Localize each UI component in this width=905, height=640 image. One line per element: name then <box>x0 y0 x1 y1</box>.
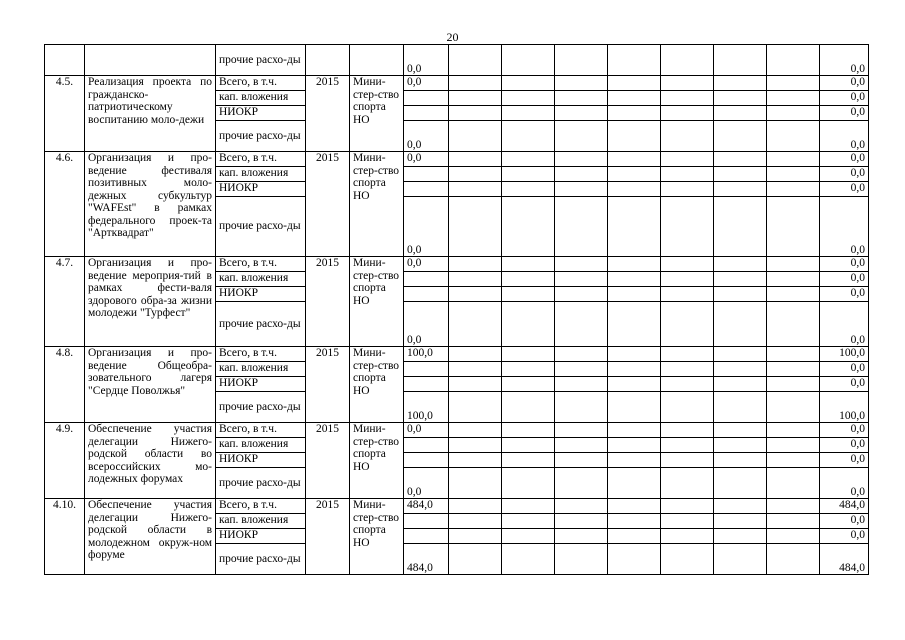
empty-cell <box>661 453 714 468</box>
empty-cell <box>714 453 767 468</box>
total-cell: 0,0 <box>820 423 869 438</box>
empty-cell <box>767 347 820 362</box>
empty-cell <box>449 197 502 257</box>
row-number: 4.9. <box>45 423 85 499</box>
empty-cell <box>555 257 608 272</box>
empty-cell <box>449 121 502 152</box>
funding-source: кап. вложения <box>216 91 306 106</box>
empty-cell <box>661 468 714 499</box>
empty-cell <box>661 257 714 272</box>
empty-cell <box>555 423 608 438</box>
empty-cell <box>608 272 661 287</box>
empty-cell <box>449 529 502 544</box>
amount-cell: 0,0 <box>404 45 449 76</box>
empty-cell <box>661 544 714 575</box>
empty-cell <box>449 514 502 529</box>
empty-cell <box>714 76 767 91</box>
empty-cell <box>502 499 555 514</box>
funding-source: прочие расхо-ды <box>216 45 306 76</box>
empty-cell <box>767 287 820 302</box>
activity-name: Обеспечение участия делегации Нижего-родской области в молодежном окруж-ном форуме <box>85 499 216 575</box>
empty-cell <box>502 347 555 362</box>
empty-cell <box>767 529 820 544</box>
amount-cell: 100,0 <box>404 392 449 423</box>
amount-cell: 0,0 <box>404 423 449 438</box>
row-number <box>45 45 85 76</box>
amount-cell <box>404 438 449 453</box>
funding-source: прочие расхо-ды <box>216 468 306 499</box>
empty-cell <box>608 45 661 76</box>
amount-cell <box>404 272 449 287</box>
empty-cell <box>449 438 502 453</box>
empty-cell <box>449 287 502 302</box>
amount-cell: 484,0 <box>404 499 449 514</box>
budget-table <box>44 44 869 575</box>
empty-cell <box>555 167 608 182</box>
empty-cell <box>555 121 608 152</box>
empty-cell <box>714 499 767 514</box>
total-cell: 0,0 <box>820 302 869 347</box>
empty-cell <box>767 499 820 514</box>
empty-cell <box>661 272 714 287</box>
empty-cell <box>714 45 767 76</box>
funding-source: кап. вложения <box>216 514 306 529</box>
total-cell: 0,0 <box>820 468 869 499</box>
empty-cell <box>502 45 555 76</box>
table-row <box>45 423 869 438</box>
empty-cell <box>767 106 820 121</box>
empty-cell <box>555 514 608 529</box>
amount-cell: 100,0 <box>404 347 449 362</box>
empty-cell <box>502 377 555 392</box>
amount-cell <box>404 167 449 182</box>
year <box>306 45 350 76</box>
empty-cell <box>608 514 661 529</box>
empty-cell <box>555 544 608 575</box>
funding-source: прочие расхо-ды <box>216 392 306 423</box>
executor: Мини-стер-ство спорта НО <box>350 423 404 499</box>
total-cell: 0,0 <box>820 197 869 257</box>
empty-cell <box>661 91 714 106</box>
empty-cell <box>502 76 555 91</box>
empty-cell <box>502 544 555 575</box>
empty-cell <box>608 347 661 362</box>
empty-cell <box>661 45 714 76</box>
amount-cell <box>404 453 449 468</box>
empty-cell <box>555 45 608 76</box>
executor: Мини-стер-ство спорта НО <box>350 499 404 575</box>
empty-cell <box>555 76 608 91</box>
total-cell: 484,0 <box>820 499 869 514</box>
executor: Мини-стер-ство спорта НО <box>350 152 404 257</box>
executor: Мини-стер-ство спорта НО <box>350 257 404 347</box>
empty-cell <box>502 121 555 152</box>
empty-cell <box>767 197 820 257</box>
total-cell: 0,0 <box>820 272 869 287</box>
empty-cell <box>661 106 714 121</box>
funding-source: кап. вложения <box>216 438 306 453</box>
year: 2015 <box>306 499 350 575</box>
table-row <box>45 152 869 167</box>
empty-cell <box>608 392 661 423</box>
empty-cell <box>661 377 714 392</box>
total-cell: 0,0 <box>820 362 869 377</box>
funding-source: прочие расхо-ды <box>216 121 306 152</box>
funding-source: НИОКР <box>216 182 306 197</box>
year: 2015 <box>306 76 350 152</box>
empty-cell <box>767 377 820 392</box>
empty-cell <box>449 362 502 377</box>
empty-cell <box>767 152 820 167</box>
empty-cell <box>714 347 767 362</box>
empty-cell <box>661 152 714 167</box>
empty-cell <box>767 514 820 529</box>
empty-cell <box>767 272 820 287</box>
empty-cell <box>714 272 767 287</box>
year: 2015 <box>306 257 350 347</box>
empty-cell <box>555 302 608 347</box>
empty-cell <box>714 392 767 423</box>
amount-cell: 0,0 <box>404 468 449 499</box>
empty-cell <box>714 197 767 257</box>
empty-cell <box>555 287 608 302</box>
empty-cell <box>661 76 714 91</box>
executor: Мини-стер-ство спорта НО <box>350 76 404 152</box>
empty-cell <box>608 287 661 302</box>
empty-cell <box>555 453 608 468</box>
empty-cell <box>449 272 502 287</box>
activity-name: Организация и про-ведение Общеобра-зовательного лагеря "Сердце Поволжья" <box>85 347 216 423</box>
total-cell: 484,0 <box>820 544 869 575</box>
empty-cell <box>502 514 555 529</box>
empty-cell <box>555 91 608 106</box>
empty-cell <box>767 45 820 76</box>
total-cell: 100,0 <box>820 347 869 362</box>
empty-cell <box>502 302 555 347</box>
amount-cell: 0,0 <box>404 121 449 152</box>
amount-cell <box>404 287 449 302</box>
activity-name <box>85 45 216 76</box>
total-cell: 0,0 <box>820 76 869 91</box>
amount-cell <box>404 529 449 544</box>
amount-cell: 0,0 <box>404 76 449 91</box>
empty-cell <box>449 302 502 347</box>
empty-cell <box>714 121 767 152</box>
total-cell: 0,0 <box>820 257 869 272</box>
empty-cell <box>502 468 555 499</box>
empty-cell <box>714 438 767 453</box>
total-cell: 0,0 <box>820 91 869 106</box>
year: 2015 <box>306 423 350 499</box>
empty-cell <box>449 468 502 499</box>
empty-cell <box>608 453 661 468</box>
empty-cell <box>555 529 608 544</box>
empty-cell <box>608 499 661 514</box>
year: 2015 <box>306 152 350 257</box>
empty-cell <box>767 468 820 499</box>
funding-source: Всего, в т.ч. <box>216 347 306 362</box>
amount-cell <box>404 514 449 529</box>
empty-cell <box>714 152 767 167</box>
empty-cell <box>661 362 714 377</box>
empty-cell <box>608 544 661 575</box>
empty-cell <box>449 91 502 106</box>
empty-cell <box>714 468 767 499</box>
empty-cell <box>608 182 661 197</box>
empty-cell <box>714 302 767 347</box>
executor: Мини-стер-ство спорта НО <box>350 347 404 423</box>
empty-cell <box>714 257 767 272</box>
amount-cell: 0,0 <box>404 152 449 167</box>
empty-cell <box>767 91 820 106</box>
empty-cell <box>555 182 608 197</box>
total-cell: 0,0 <box>820 377 869 392</box>
empty-cell <box>714 362 767 377</box>
empty-cell <box>661 182 714 197</box>
funding-source: кап. вложения <box>216 362 306 377</box>
empty-cell <box>767 544 820 575</box>
table-row <box>45 257 869 272</box>
empty-cell <box>449 182 502 197</box>
empty-cell <box>714 529 767 544</box>
empty-cell <box>502 152 555 167</box>
empty-cell <box>661 423 714 438</box>
empty-cell <box>661 499 714 514</box>
empty-cell <box>555 272 608 287</box>
empty-cell <box>767 167 820 182</box>
empty-cell <box>608 362 661 377</box>
funding-source: кап. вложения <box>216 167 306 182</box>
funding-source: Всего, в т.ч. <box>216 152 306 167</box>
empty-cell <box>449 377 502 392</box>
empty-cell <box>449 45 502 76</box>
funding-source: прочие расхо-ды <box>216 302 306 347</box>
empty-cell <box>449 106 502 121</box>
empty-cell <box>608 257 661 272</box>
amount-cell: 484,0 <box>404 544 449 575</box>
funding-source: НИОКР <box>216 453 306 468</box>
empty-cell <box>449 544 502 575</box>
empty-cell <box>767 423 820 438</box>
empty-cell <box>449 347 502 362</box>
funding-source: прочие расхо-ды <box>216 197 306 257</box>
empty-cell <box>661 302 714 347</box>
funding-source: НИОКР <box>216 377 306 392</box>
empty-cell <box>502 529 555 544</box>
empty-cell <box>661 529 714 544</box>
funding-source: Всего, в т.ч. <box>216 423 306 438</box>
amount-cell: 0,0 <box>404 197 449 257</box>
empty-cell <box>714 91 767 106</box>
funding-source: Всего, в т.ч. <box>216 76 306 91</box>
empty-cell <box>608 302 661 347</box>
empty-cell <box>555 347 608 362</box>
empty-cell <box>555 392 608 423</box>
row-number: 4.10. <box>45 499 85 575</box>
empty-cell <box>767 362 820 377</box>
empty-cell <box>555 499 608 514</box>
amount-cell <box>404 106 449 121</box>
table-row <box>45 45 869 76</box>
activity-name: Организация и про-ведение мероприя-тий в рамках фести-валя здорового обра-за жизни молодежи "Турфест" <box>85 257 216 347</box>
amount-cell <box>404 362 449 377</box>
empty-cell <box>714 182 767 197</box>
total-cell: 0,0 <box>820 167 869 182</box>
empty-cell <box>608 468 661 499</box>
funding-source: Всего, в т.ч. <box>216 499 306 514</box>
amount-cell: 0,0 <box>404 302 449 347</box>
empty-cell <box>555 468 608 499</box>
empty-cell <box>608 121 661 152</box>
funding-source: Всего, в т.ч. <box>216 257 306 272</box>
empty-cell <box>714 167 767 182</box>
empty-cell <box>502 362 555 377</box>
empty-cell <box>661 438 714 453</box>
empty-cell <box>767 121 820 152</box>
amount-cell: 0,0 <box>404 257 449 272</box>
amount-cell <box>404 91 449 106</box>
empty-cell <box>449 257 502 272</box>
empty-cell <box>449 167 502 182</box>
total-cell: 0,0 <box>820 453 869 468</box>
empty-cell <box>608 197 661 257</box>
table-row <box>45 347 869 362</box>
empty-cell <box>449 423 502 438</box>
empty-cell <box>502 423 555 438</box>
empty-cell <box>502 438 555 453</box>
total-cell: 0,0 <box>820 182 869 197</box>
empty-cell <box>502 197 555 257</box>
total-cell: 100,0 <box>820 392 869 423</box>
empty-cell <box>767 438 820 453</box>
table-row <box>45 76 869 91</box>
empty-cell <box>767 257 820 272</box>
row-number: 4.6. <box>45 152 85 257</box>
empty-cell <box>502 167 555 182</box>
total-cell: 0,0 <box>820 152 869 167</box>
funding-source: НИОКР <box>216 106 306 121</box>
empty-cell <box>767 302 820 347</box>
empty-cell <box>661 121 714 152</box>
funding-source: прочие расхо-ды <box>216 544 306 575</box>
activity-name: Обеспечение участия делегации Нижего-родской области во всероссийских мо-лодежных форумах <box>85 423 216 499</box>
empty-cell <box>555 106 608 121</box>
activity-name: Реализация проекта по гражданско-патриотическому воспитанию моло-дежи <box>85 76 216 152</box>
year: 2015 <box>306 347 350 423</box>
empty-cell <box>502 287 555 302</box>
empty-cell <box>502 392 555 423</box>
amount-cell <box>404 377 449 392</box>
empty-cell <box>449 152 502 167</box>
executor <box>350 45 404 76</box>
row-number: 4.7. <box>45 257 85 347</box>
empty-cell <box>502 182 555 197</box>
page-number: 20 <box>446 30 459 44</box>
empty-cell <box>661 392 714 423</box>
empty-cell <box>661 167 714 182</box>
total-cell: 0,0 <box>820 106 869 121</box>
empty-cell <box>714 514 767 529</box>
empty-cell <box>661 197 714 257</box>
total-cell: 0,0 <box>820 121 869 152</box>
empty-cell <box>661 347 714 362</box>
empty-cell <box>767 453 820 468</box>
empty-cell <box>714 423 767 438</box>
total-cell: 0,0 <box>820 45 869 76</box>
funding-source: кап. вложения <box>216 272 306 287</box>
empty-cell <box>502 453 555 468</box>
empty-cell <box>714 287 767 302</box>
empty-cell <box>449 392 502 423</box>
empty-cell <box>555 197 608 257</box>
total-cell: 0,0 <box>820 529 869 544</box>
empty-cell <box>608 529 661 544</box>
empty-cell <box>449 499 502 514</box>
empty-cell <box>608 91 661 106</box>
total-cell: 0,0 <box>820 287 869 302</box>
empty-cell <box>555 152 608 167</box>
empty-cell <box>714 544 767 575</box>
table-body <box>45 45 869 575</box>
empty-cell <box>714 377 767 392</box>
empty-cell <box>714 106 767 121</box>
empty-cell <box>449 76 502 91</box>
empty-cell <box>449 453 502 468</box>
activity-name: Организация и про-ведение фестиваля позитивных моло-дежных субкультур "WAFEst" в рамках федерального проек-та "Артквадрат" <box>85 152 216 257</box>
empty-cell <box>502 257 555 272</box>
amount-cell <box>404 182 449 197</box>
empty-cell <box>661 287 714 302</box>
empty-cell <box>608 167 661 182</box>
empty-cell <box>502 272 555 287</box>
funding-source: НИОКР <box>216 287 306 302</box>
row-number: 4.8. <box>45 347 85 423</box>
empty-cell <box>555 362 608 377</box>
empty-cell <box>608 377 661 392</box>
row-number: 4.5. <box>45 76 85 152</box>
empty-cell <box>767 182 820 197</box>
empty-cell <box>555 377 608 392</box>
empty-cell <box>608 76 661 91</box>
empty-cell <box>502 91 555 106</box>
empty-cell <box>555 438 608 453</box>
empty-cell <box>608 438 661 453</box>
total-cell: 0,0 <box>820 438 869 453</box>
funding-source: НИОКР <box>216 529 306 544</box>
empty-cell <box>608 106 661 121</box>
total-cell: 0,0 <box>820 514 869 529</box>
empty-cell <box>767 76 820 91</box>
empty-cell <box>502 106 555 121</box>
empty-cell <box>661 514 714 529</box>
empty-cell <box>608 423 661 438</box>
empty-cell <box>608 152 661 167</box>
table-row <box>45 499 869 514</box>
empty-cell <box>767 392 820 423</box>
